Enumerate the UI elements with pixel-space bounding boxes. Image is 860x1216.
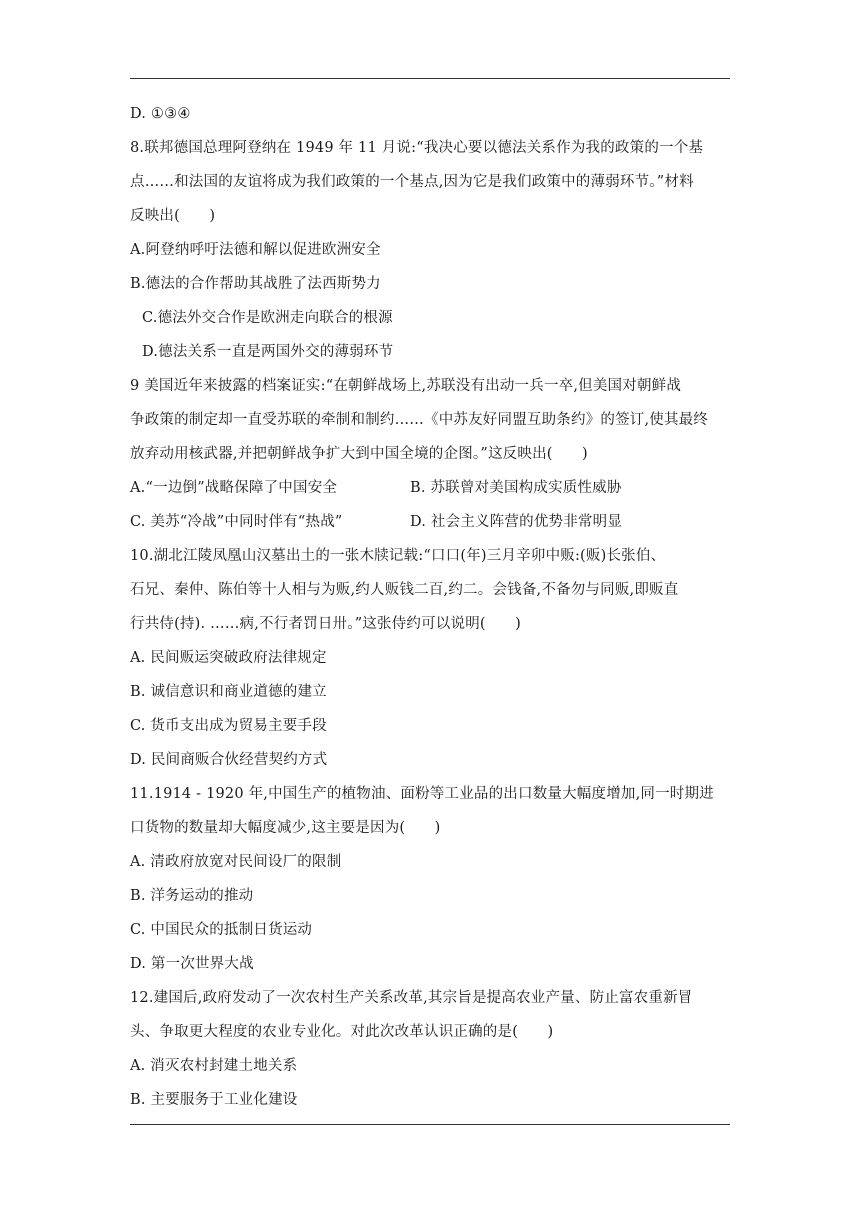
question-8-line-1: 8.联邦德国总理阿登纳在 1949 年 11 月说:“我决心要以德法关系作为我的政策的一个基 <box>130 140 704 156</box>
option-a: A. 清政府放宽对民间设厂的限制 <box>130 854 342 870</box>
option-row <box>130 478 730 498</box>
question-9-line-2: 争政策的制定却一直受苏联的牵制和制约……《中苏友好同盟互助条约》的签订,使其最终 <box>130 412 709 428</box>
document-body <box>130 104 730 1124</box>
option-b: B. 洋务运动的推动 <box>130 888 254 904</box>
question-11-line-2: 口货物的数量却大幅度减少,这主要是因为( ) <box>130 820 441 836</box>
option-b: B. 诚信意识和商业道德的建立 <box>130 684 327 700</box>
option-c: C.德法外交合作是欧洲走向联合的根源 <box>142 310 393 326</box>
header-rule <box>130 78 730 79</box>
option-d: D. 社会主义阵营的优势非常明显 <box>410 514 623 530</box>
text-line: D. ①③④ <box>130 106 191 122</box>
option-c: C. 美苏“冷战”中同时伴有“热战” <box>130 514 343 530</box>
option-c: C. 中国民众的抵制日货运动 <box>130 922 313 938</box>
option-a: A.“一边倒”战略保障了中国安全 <box>130 480 338 496</box>
option-b: B. 主要服务于工业化建设 <box>130 1092 298 1108</box>
question-9-line-3: 放弃动用核武器,并把朝鲜战争扩大到中国全境的企图。”这反映出( ) <box>130 446 588 462</box>
question-8-line-2: 点……和法国的友谊将成为我们政策的一个基点,因为它是我们政策中的薄弱环节。”材料 <box>130 174 694 190</box>
option-d: D.德法关系一直是两国外交的薄弱环节 <box>142 344 394 360</box>
option-b: B. 苏联曾对美国构成实质性威胁 <box>410 480 622 496</box>
footer-rule <box>130 1124 730 1125</box>
question-11-line-1: 11.1914 - 1920 年,中国生产的植物油、面粉等工业品的出口数量大幅度增加,同一时期进 <box>130 786 714 802</box>
question-10-line-3: 行共侍(持). ……病,不行者罚日卅。”这张侍约可以说明( ) <box>130 616 522 632</box>
question-10-line-1: 10.湖北江陵凤凰山汉墓出土的一张木牍记载:“口口(年)三月辛卯中贩:(贩)长张伯、 <box>130 548 666 564</box>
option-row <box>130 512 730 532</box>
option-d: D. 民间商贩合伙经营契约方式 <box>130 752 328 768</box>
question-9-line-1: 9 美国近年来披露的档案证实:“在朝鲜战场上,苏联没有出动一兵一卒,但美国对朝鲜战 <box>130 378 682 394</box>
option-a: A.阿登纳呼吁法德和解以促进欧洲安全 <box>130 242 381 258</box>
option-a: A. 民间贩运突破政府法律规定 <box>130 650 327 666</box>
question-8-line-3: 反映出( ) <box>130 208 216 224</box>
question-12-line-1: 12.建国后,政府发动了一次农村生产关系改革,其宗旨是提高农业产量、防止富农重新冒 <box>130 990 693 1006</box>
option-a: A. 消灭农村封建土地关系 <box>130 1058 298 1074</box>
option-d: D. 第一次世界大战 <box>130 956 254 972</box>
question-10-line-2: 石兄、秦仲、陈伯等十人相与为贩,约人贩钱二百,约二。会钱备,不备勿与同贩,即贩直 <box>130 582 679 598</box>
option-b: B.德法的合作帮助其战胜了法西斯势力 <box>130 276 381 292</box>
question-12-line-2: 头、争取更大程度的农业专业化。对此次改革认识正确的是( ) <box>130 1024 554 1040</box>
option-c: C. 货币支出成为贸易主要手段 <box>130 718 327 734</box>
